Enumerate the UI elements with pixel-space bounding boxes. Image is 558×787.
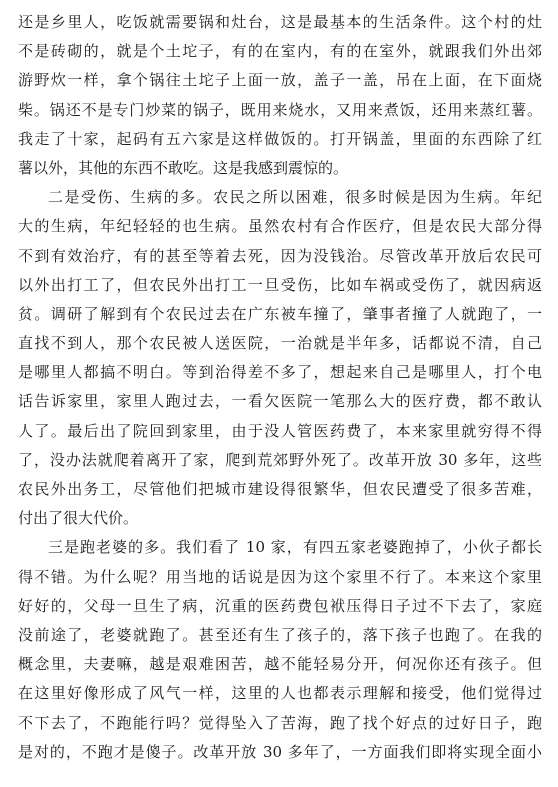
text-line: 在这里好像形成了风气一样，这里的人也都表示理解和接受，他们觉得过: [18, 684, 542, 703]
text-line: 话告诉家里，家里人跑过去，一看欠医院一笔那么大的医疗费，都不敢认: [18, 392, 542, 411]
text-line: 游野炊一样，拿个锅往土坨子上面一放，盖子一盖，吊在上面，在下面烧: [18, 71, 542, 90]
text-line: 得不错。为什么呢？用当地的话说是因为这个家里不行了。本来这个家里: [18, 567, 542, 586]
text-line: 人了。最后出了院回到家里，由于没人管医药费了，本来家里就穷得不得: [18, 421, 542, 440]
text-line: 付出了很大代价。: [18, 509, 139, 528]
text-line: 三是跑老婆的多。我们看了 10 家，有四五家老婆跑掉了，小伙子都长: [48, 538, 542, 557]
paragraph: [18, 8, 542, 183]
text-line: 农民外出务工，尽管他们把城市建设得很繁华，但农民遭受了很多苦难，: [18, 480, 542, 498]
document-page: [18, 8, 542, 767]
text-line: 概念里，夫妻嘛，越是艰难困苦，越不能轻易分开，何况你还有孩子。但: [18, 655, 542, 674]
text-line: 好好的，父母一旦生了病，沉重的医药费包袱压得日子过不下去了，家庭: [18, 596, 542, 615]
text-line: 柴。锅还不是专门炒菜的锅子，既用来烧水，又用来煮饭，还用来蒸红薯。: [18, 100, 542, 119]
text-line: 大的生病，年纪轻轻的也生病。虽然农村有合作医疗，但是农民大部分得: [18, 217, 542, 236]
text-line: 不是砖砌的，就是个土坨子，有的在室内，有的在室外，就跟我们外出郊: [18, 42, 542, 61]
text-line: 了，没办法就爬着离开了家，爬到荒郊野外死了。改革开放 30 多年，这些: [18, 450, 542, 469]
text-line: 不到有效治疗，有的甚至等着去死，因为没钱治。尽管改革开放后农民可: [18, 246, 542, 265]
text-line: 贫。调研了解到有个农民过去在广东被车撞了，肇事者撞了人就跑了，一: [18, 304, 542, 323]
text-line: 还是乡里人，吃饭就需要锅和灶台，这是最基本的生活条件。这个村的灶: [18, 13, 542, 31]
paragraph: [18, 183, 542, 533]
text-line: 直找不到人，那个农民被人送医院，一治就是半年多，话都说不清，自己: [18, 334, 542, 353]
text-line: 是哪里人都搞不明白。等到治得差不多了，想起来自己是哪里人，打个电: [18, 363, 542, 382]
text-line: 没前途了，老婆就跑了。甚至还有生了孩子的，落下孩子也跑了。在我的: [18, 625, 542, 644]
text-line: 是对的，不跑才是傻子。改革开放 30 多年了，一方面我们即将实现全面小: [18, 742, 542, 761]
text-line: 我走了十家，起码有五六家是这样做饭的。打开锅盖，里面的东西除了红: [18, 129, 542, 148]
text-line: 二是受伤、生病的多。农民之所以困难，很多时候是因为生病。年纪: [48, 188, 542, 207]
text-line: 薯以外，其他的东西不敢吃。这是我感到震惊的。: [18, 158, 349, 177]
text-line: 以外出打工了，但农民外出打工一旦受伤，比如车祸或受伤了，就因病返: [18, 275, 542, 294]
paragraph: [18, 533, 542, 767]
text-line: 不下去了，不跑能行吗？觉得坠入了苦海，跑了找个好点的过好日子，跑: [18, 713, 542, 732]
